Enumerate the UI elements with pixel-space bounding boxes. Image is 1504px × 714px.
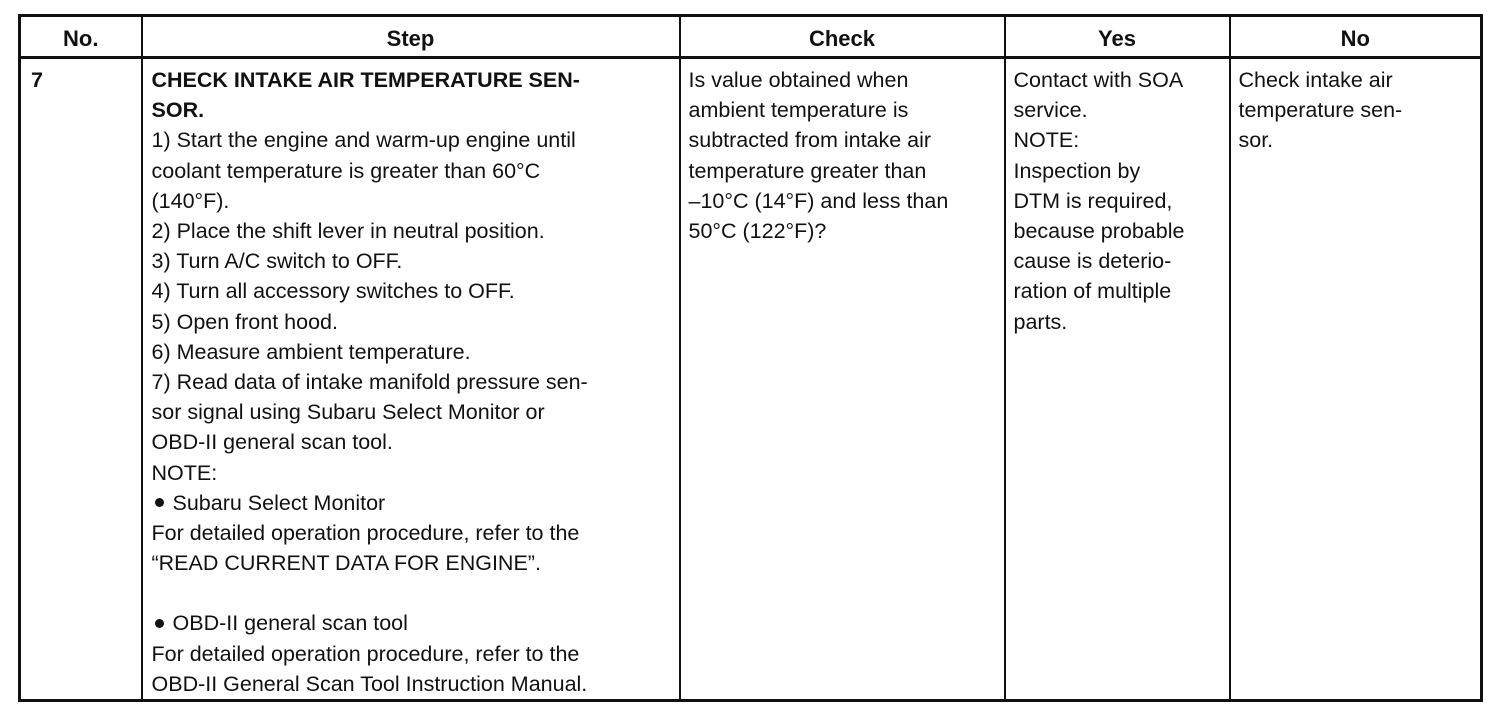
header-step: Step xyxy=(142,16,680,58)
yes-line: because probable xyxy=(1013,219,1185,244)
bullet-icon xyxy=(155,619,164,628)
header-check: Check xyxy=(680,16,1005,58)
step-line: 4) Turn all accessory switches to OFF. xyxy=(151,279,515,304)
yes-line: NOTE: xyxy=(1013,128,1080,153)
step-line: coolant temperature is greater than 60°C xyxy=(151,158,541,183)
yes-cell xyxy=(1005,58,1230,701)
check-line: temperature greater than xyxy=(688,158,927,183)
yes-line: parts. xyxy=(1013,309,1068,334)
check-line: subtracted from intake air xyxy=(688,128,932,153)
header-no: No. xyxy=(20,16,142,58)
check-cell xyxy=(680,58,1005,701)
step-note-label: NOTE: xyxy=(151,460,218,485)
spacer xyxy=(152,578,671,608)
step-line: For detailed operation procedure, refer to the xyxy=(151,521,580,546)
check-line: 50°C (122°F)? xyxy=(688,219,827,244)
bullet-label: Subaru Select Monitor xyxy=(172,490,386,515)
no-line: temperature sen- xyxy=(1238,98,1403,123)
yes-line: service. xyxy=(1013,98,1088,123)
yes-line: cause is deterio- xyxy=(1013,249,1172,274)
step-line: “READ CURRENT DATA FOR ENGINE”. xyxy=(151,551,541,576)
step-line: 1) Start the engine and warm-up engine until xyxy=(151,128,576,153)
step-line: OBD-II General Scan Tool Instruction Manual. xyxy=(151,671,588,696)
step-cell xyxy=(142,58,680,701)
header-row xyxy=(20,16,1482,58)
table-row xyxy=(20,58,1482,701)
step-title-line-1: CHECK INTAKE AIR TEMPERATURE SEN- xyxy=(151,68,580,92)
step-line: 5) Open front hood. xyxy=(151,309,338,334)
check-line: Is value obtained when xyxy=(688,68,909,92)
bullet-label: OBD-II general scan tool xyxy=(172,611,408,636)
step-line: OBD-II general scan tool. xyxy=(151,430,393,455)
step-line: 7) Read data of intake manifold pressure sen- xyxy=(151,370,588,395)
header-no-result: No xyxy=(1230,16,1482,58)
step-line: sor signal using Subaru Select Monitor or xyxy=(151,400,545,425)
step-title-line-2: SOR. xyxy=(151,98,205,123)
yes-line: DTM is required, xyxy=(1013,188,1173,213)
step-line: 6) Measure ambient temperature. xyxy=(151,339,471,364)
step-line: (140°F). xyxy=(151,188,230,213)
step-line: 2) Place the shift lever in neutral position. xyxy=(151,219,545,244)
step-line: For detailed operation procedure, refer to the xyxy=(151,641,580,666)
yes-line: Contact with SOA xyxy=(1013,68,1184,92)
step-line: 3) Turn A/C switch to OFF. xyxy=(151,249,403,274)
no-line: sor. xyxy=(1238,128,1274,153)
step-number: 7 xyxy=(20,58,142,701)
diagnostic-table xyxy=(18,14,1483,702)
check-line: –10°C (14°F) and less than xyxy=(688,188,949,213)
no-line: Check intake air xyxy=(1238,68,1393,92)
bullet-icon xyxy=(155,498,164,507)
bullet-item-scan-tool xyxy=(152,608,671,638)
yes-line: Inspection by xyxy=(1013,158,1141,183)
no-result-cell xyxy=(1230,58,1482,701)
check-line: ambient temperature is xyxy=(688,98,909,123)
bullet-item-select-monitor xyxy=(152,488,671,518)
yes-line: ration of multiple xyxy=(1013,279,1172,304)
header-yes: Yes xyxy=(1005,16,1230,58)
